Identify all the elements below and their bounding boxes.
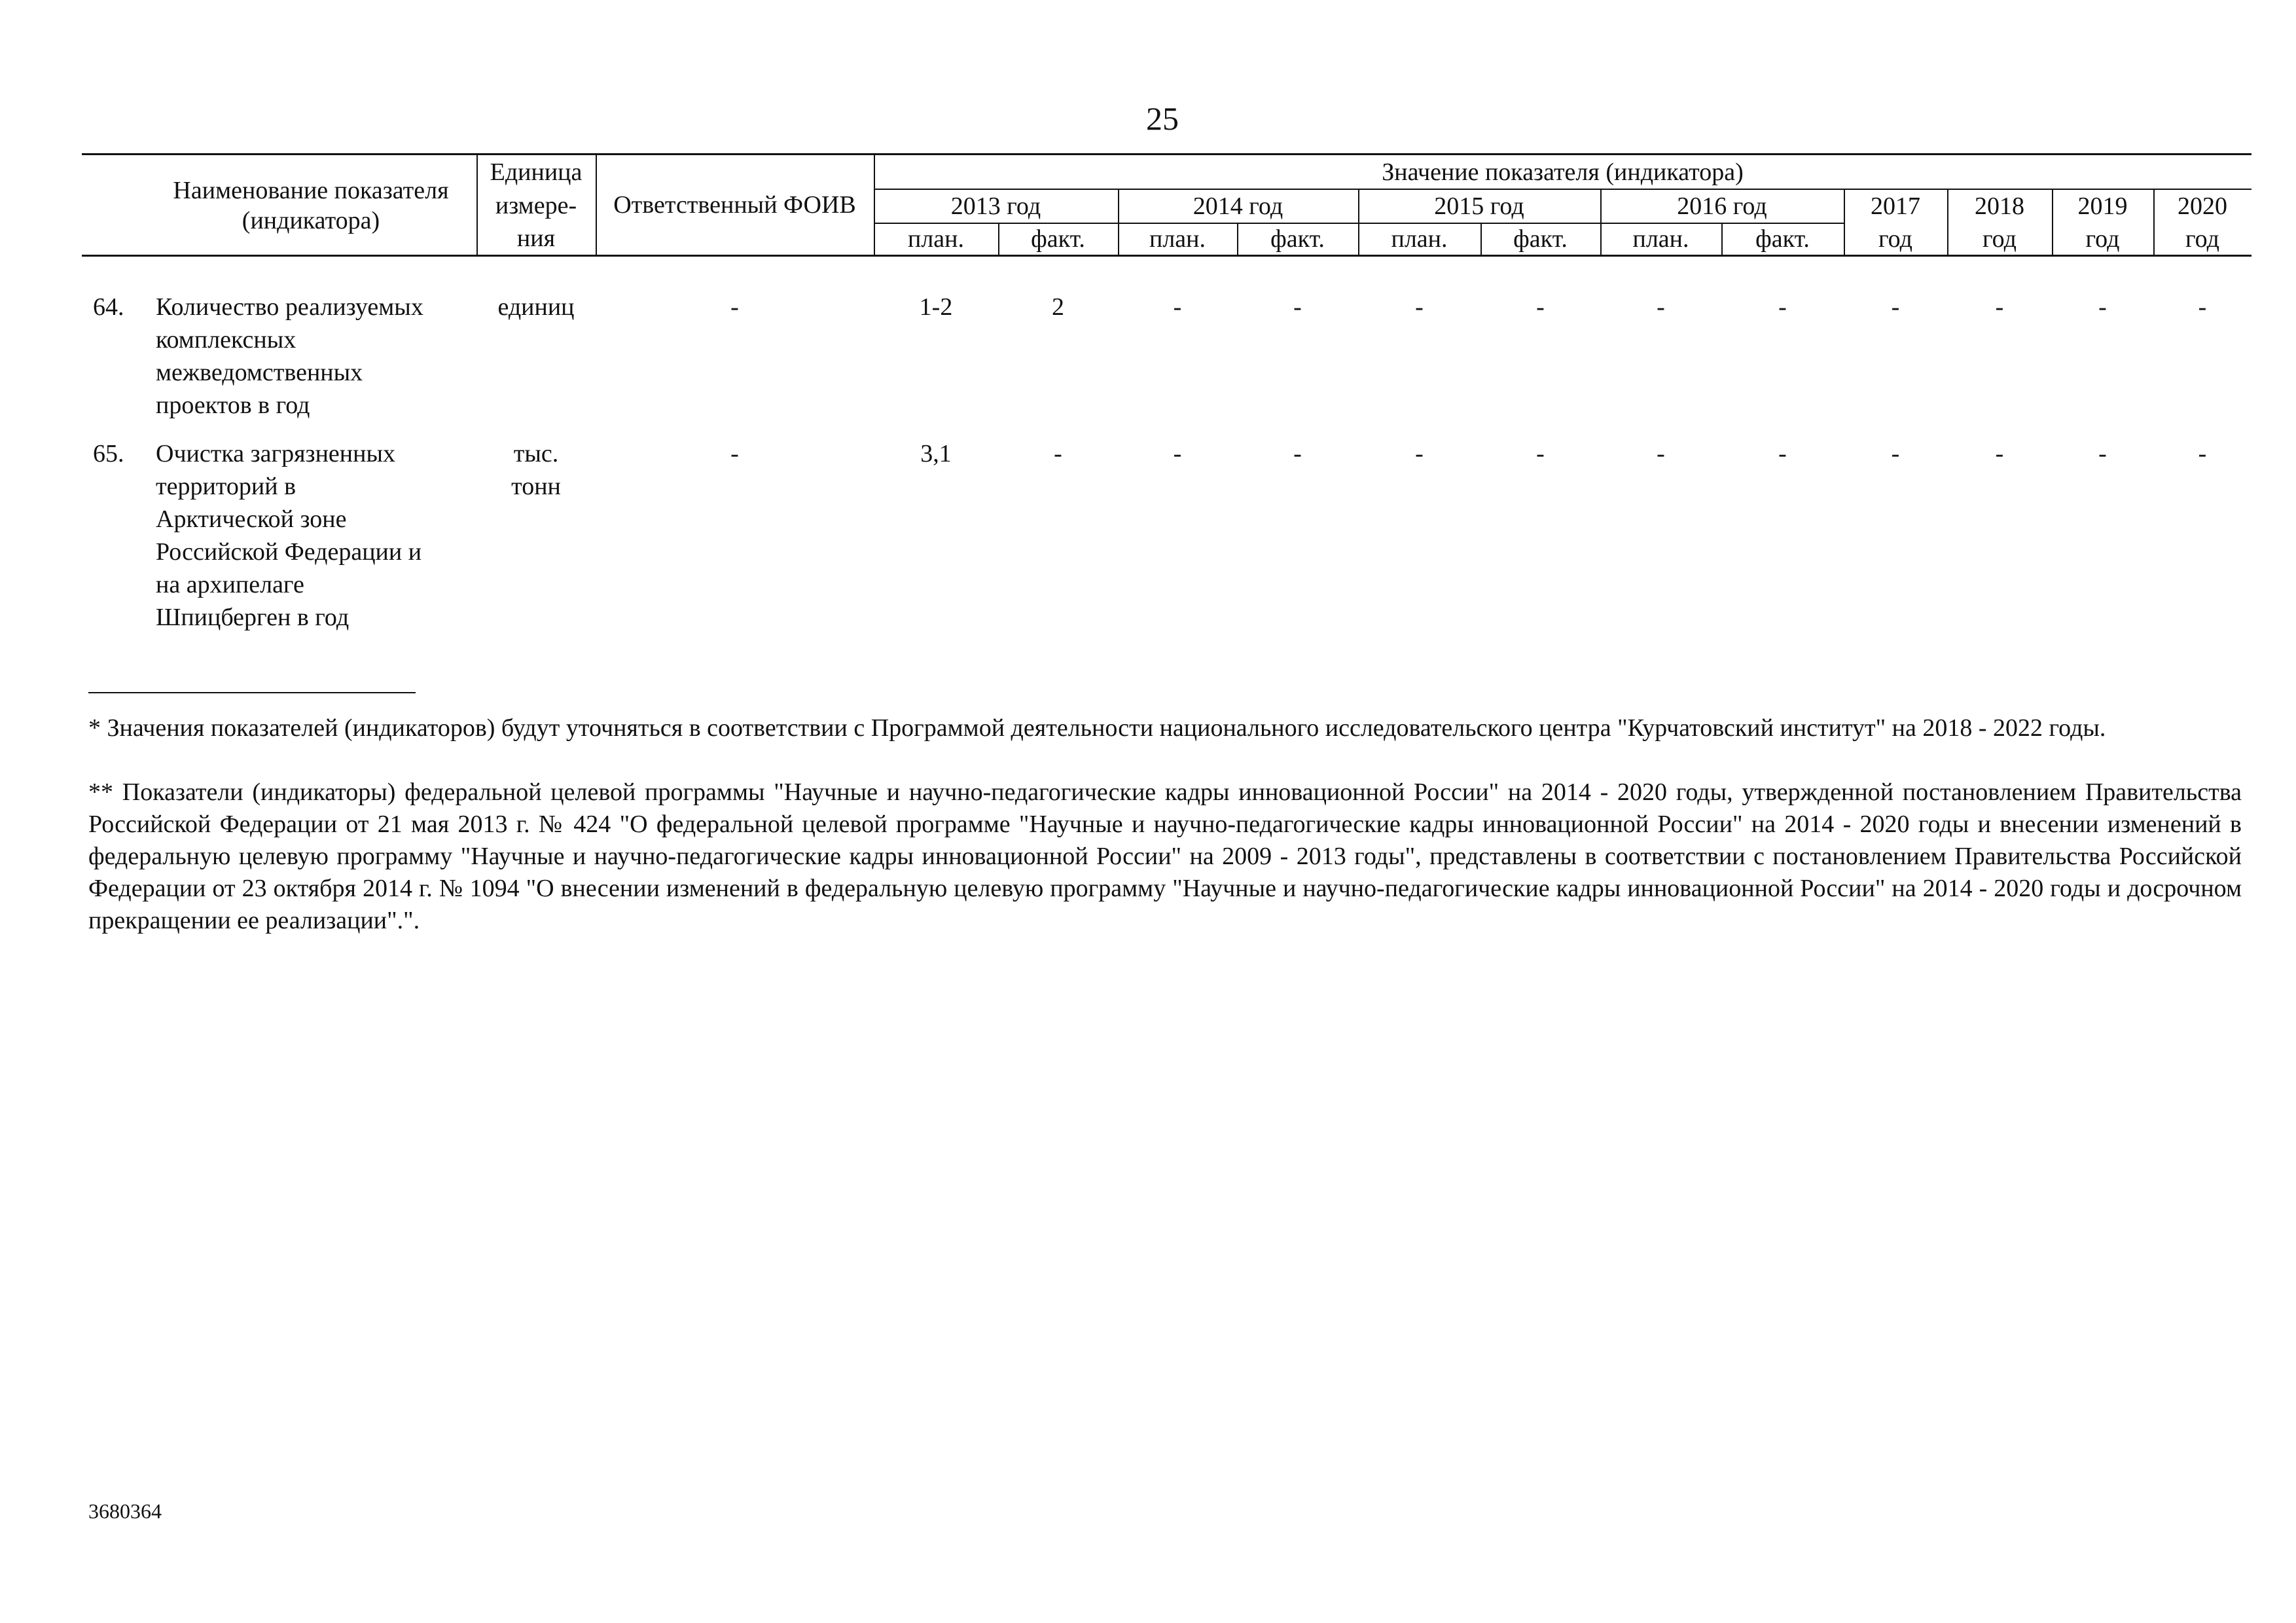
header-fact: факт. [1513, 225, 1568, 253]
value-cell: - [2098, 293, 2107, 321]
value-cell: - [1415, 293, 1424, 321]
value-cell: - [1891, 440, 1900, 467]
header-year-2019: 2019 [2077, 192, 2128, 220]
row-unit: единиц [497, 293, 575, 321]
value-cell: - [1995, 293, 2004, 321]
value-cell: 2 [1052, 293, 1064, 321]
header-bottom-rule [82, 255, 2251, 257]
row-name-line: Шпицберген в год [156, 604, 350, 631]
document-code: 3680364 [88, 1499, 162, 1523]
row-foiv: - [730, 293, 739, 321]
row-name-line: Количество реализуемых [156, 293, 423, 321]
row-unit: тонн [511, 473, 561, 500]
row-name-line: комплексных [156, 326, 296, 354]
footnote: * Значения показателей (индикаторов) будут уточняться в соответствии с Программой деятельности национального исследовательского центра "Курчатовский институт" на 2018 - 2022 годы. [88, 714, 2106, 742]
header-plan: план. [1632, 225, 1689, 253]
header-fact: факт. [1270, 225, 1325, 253]
row-name-line: проектов в год [156, 392, 310, 419]
footnote: ** Показатели (индикаторы) федеральной целевой программы "Научные и научно-педагогические кадры инновационной России" на 2014 - 2020 годы, утвержденной постановлением Правительства Российской Федерации от 21 мая 2013 г. № 424 "О федеральной целевой программе "Научные и научно-педагогические кадры инновационной России" на 2014 - 2020 годы и внесении изменений в федеральную целевую программу "Научные и научно-педагогические кадры инновационной России" на 2009 - 2013 годы", представлены в соответствии с постановлением Правительства Российской Федерации от 23 октября 2014 г. № 1094 "О внесении изменений в федеральную целевую программу "Научные и научно-педагогические кадры инновационной России" на 2014 - 2020 годы и досрочном прекращении ее реализации".". [88, 778, 2242, 934]
value-cell: - [2198, 293, 2207, 321]
header-year-2020: 2020 [2178, 192, 2227, 220]
value-cell: - [1173, 440, 1182, 467]
value-cell: - [1293, 293, 1302, 321]
header-top-rule [82, 153, 2251, 155]
row-name-line: Российской Федерации и [156, 538, 422, 566]
header-year-2018: 2018 [1975, 192, 2024, 220]
header-god: год [1878, 225, 1912, 253]
row-name-line: территорий в [156, 473, 296, 500]
header-year-2016: 2016 год [1677, 192, 1767, 220]
header-name: Наименование показателя (индикатора) [173, 177, 449, 234]
row-name-line: межведомственных [156, 359, 363, 386]
header-value-group: Значение показателя (индикатора) [1382, 158, 1744, 186]
row-number: 65. [93, 440, 124, 467]
header-plan: план. [907, 225, 964, 253]
value-cell: 1-2 [919, 293, 953, 321]
value-cell: - [1536, 440, 1545, 467]
row-foiv: - [730, 440, 739, 467]
value-cell: - [1657, 293, 1665, 321]
row-unit: тыс. [513, 440, 559, 467]
value-cell: - [1054, 440, 1062, 467]
value-cell: - [1536, 293, 1545, 321]
row-name-line: Арктической зоне [156, 505, 347, 533]
value-cell: - [1778, 293, 1787, 321]
header-year-2013: 2013 год [950, 192, 1041, 220]
row-name-line: Очистка загрязненных [156, 440, 395, 467]
value-cell: - [1415, 440, 1424, 467]
page-number: 25 [1146, 100, 1179, 137]
value-cell: - [1657, 440, 1665, 467]
header-year-2014: 2014 год [1193, 192, 1283, 220]
header-plan: план. [1149, 225, 1206, 253]
header-unit-1: Единица [490, 158, 583, 186]
header-fact: факт. [1755, 225, 1810, 253]
header-unit-2: измере- [495, 192, 577, 219]
value-cell: - [1173, 293, 1182, 321]
row-divider [874, 189, 2251, 190]
header-foiv: Ответственный ФОИВ [613, 191, 856, 219]
header-god: год [1982, 225, 2017, 253]
value-cell: - [1995, 440, 2004, 467]
value-cell: - [1293, 440, 1302, 467]
header-plan: план. [1391, 225, 1448, 253]
value-cell: - [2098, 440, 2107, 467]
header-unit-3: ния [516, 225, 556, 252]
value-cell: 3,1 [920, 440, 952, 467]
value-cell: - [2198, 440, 2207, 467]
header-fact: факт. [1031, 225, 1085, 253]
header-god: год [2085, 225, 2120, 253]
footnote-separator [88, 692, 416, 693]
value-cell: - [1778, 440, 1787, 467]
header-god: год [2185, 225, 2219, 253]
header-year-2015: 2015 год [1434, 192, 1524, 220]
header-year-2017: 2017 [1871, 192, 1920, 220]
row-name-line: на архипелаге [156, 571, 304, 598]
value-cell: - [1891, 293, 1900, 321]
row-number: 64. [93, 293, 124, 321]
